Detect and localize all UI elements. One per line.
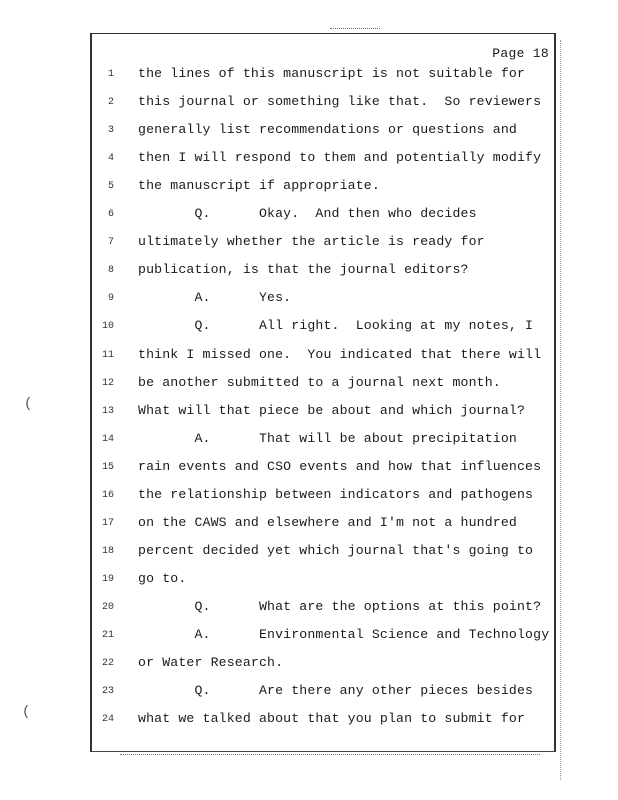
line-text: then I will respond to them and potentially modify	[138, 150, 542, 166]
line-number: 17	[101, 517, 114, 529]
line-number: 16	[101, 489, 114, 501]
line-text: Q. What are the options at this point?	[138, 598, 542, 614]
line-text: ultimately whether the article is ready for	[138, 234, 485, 250]
line-text: A. Environmental Science and Technology	[138, 627, 550, 642]
line-number: 12	[101, 377, 114, 389]
line-number: 18	[101, 545, 114, 557]
transcript-line	[0, 711, 618, 731]
line-number: 9	[107, 293, 114, 305]
transcript-line	[0, 262, 618, 282]
line-text: publication, is that the journal editors?	[138, 262, 469, 278]
line-text: Q. Are there any other pieces besides	[138, 683, 534, 699]
transcript-line	[0, 234, 618, 254]
line-number: 8	[107, 265, 114, 277]
line-number: 22	[101, 658, 114, 670]
line-text: be another submitted to a journal next month.	[138, 374, 501, 390]
line-text: A. That will be about precipitation	[138, 430, 517, 446]
transcript-line	[0, 431, 618, 451]
line-number: 3	[107, 125, 114, 137]
line-text: What will that piece be about and which journal?	[138, 402, 526, 418]
top-scan-mark	[330, 28, 380, 31]
left-margin-mark: (	[24, 396, 33, 412]
line-text: this journal or something like that. So reviewers	[138, 94, 542, 110]
line-number: 2	[107, 97, 114, 109]
transcript-line	[0, 627, 618, 647]
line-text: go to.	[138, 570, 187, 586]
transcript-line	[0, 683, 618, 703]
line-number: 14	[101, 433, 114, 445]
transcript-line	[0, 94, 618, 114]
transcript-line	[0, 178, 618, 198]
line-text: on the CAWS and elsewhere and I'm not a hundred	[138, 514, 517, 530]
transcript-line	[0, 487, 618, 507]
transcript-line	[0, 599, 618, 619]
bottom-scan-mark	[120, 754, 540, 755]
line-text: the manuscript if appropriate.	[138, 178, 380, 194]
line-text: rain events and CSO events and how that influences	[138, 458, 542, 474]
line-number: 13	[101, 405, 114, 417]
left-margin-mark-lower: (	[22, 704, 31, 720]
line-text: what we talked about that you plan to submit for	[138, 711, 526, 727]
line-number: 11	[101, 349, 114, 361]
line-text: percent decided yet which journal that's going to	[138, 542, 534, 558]
transcript-line	[0, 347, 618, 367]
line-number: 21	[101, 630, 114, 641]
line-text: A. Yes.	[138, 290, 292, 306]
transcript-line	[0, 150, 618, 170]
line-number: 10	[101, 321, 114, 333]
transcript-line	[0, 459, 618, 479]
line-number: 5	[107, 181, 114, 193]
transcript-line	[0, 571, 618, 591]
line-number: 24	[101, 714, 114, 726]
line-text: Q. All right. Looking at my notes, I	[138, 318, 534, 334]
line-text: the relationship between indicators and pathogens	[138, 486, 534, 502]
transcript-line	[0, 515, 618, 535]
transcript-line	[0, 375, 618, 395]
line-text: the lines of this manuscript is not suitable for	[138, 66, 526, 81]
line-number: 4	[107, 153, 114, 165]
line-text: generally list recommendations or questions and	[138, 122, 517, 138]
transcript-line	[0, 290, 618, 310]
transcript-line	[0, 403, 618, 423]
transcript-line	[0, 318, 618, 338]
line-number: 19	[101, 573, 114, 585]
transcript-line	[0, 206, 618, 226]
transcript-line	[0, 122, 618, 142]
line-number: 1	[107, 69, 114, 80]
line-text: think I missed one. You indicated that there will	[138, 346, 542, 362]
line-number: 23	[101, 686, 114, 698]
transcript-line	[0, 655, 618, 675]
line-number: 20	[101, 601, 114, 613]
transcript-line	[0, 543, 618, 563]
page-number: Page 18	[492, 46, 549, 61]
line-number: 7	[107, 237, 114, 249]
line-text: Q. Okay. And then who decides	[138, 206, 477, 222]
line-number: 15	[101, 461, 114, 473]
line-number: 6	[107, 209, 114, 221]
transcript-line	[0, 66, 618, 86]
line-text: or Water Research.	[138, 655, 284, 671]
